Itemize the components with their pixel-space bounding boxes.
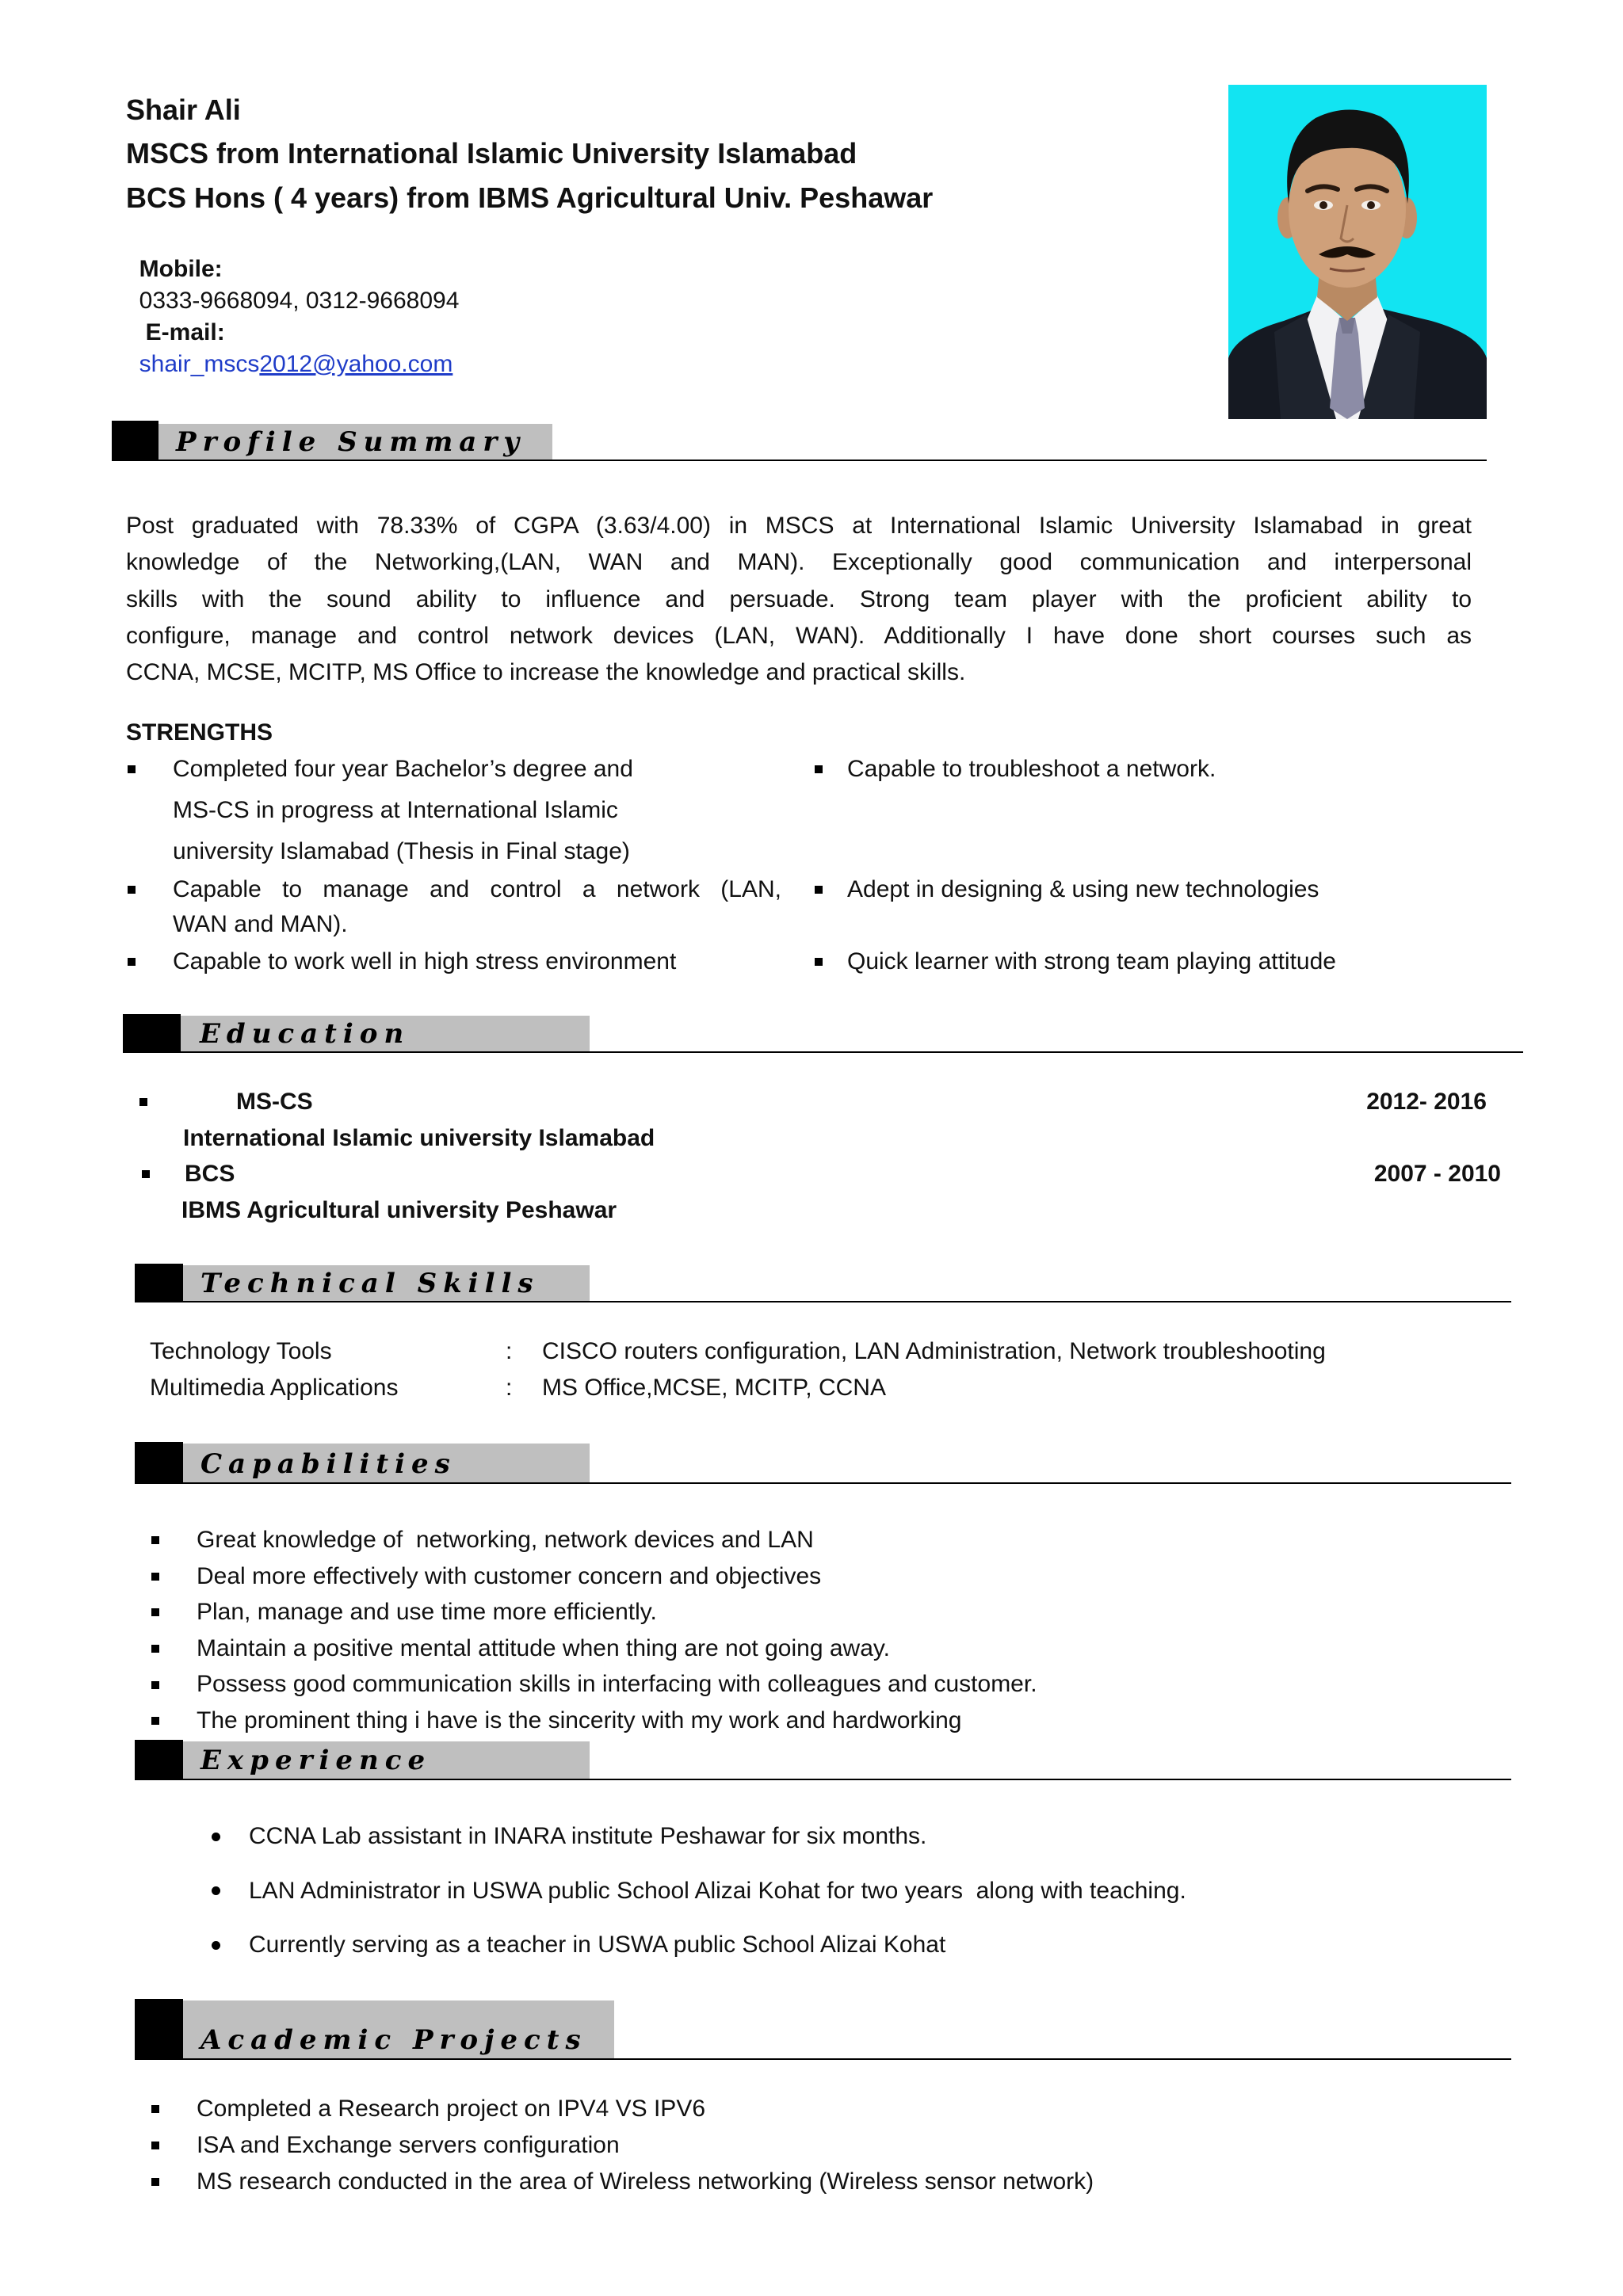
list-item: Plan, manage and use time more efficiently. xyxy=(197,1599,657,1626)
list-item: LAN Administrator in USWA public School Alizai Kohat for two years along with teaching. xyxy=(249,1877,1186,1904)
list-item: Currently serving as a teacher in USWA public School Alizai Kohat xyxy=(249,1932,946,1958)
skill-separator: : xyxy=(506,1338,513,1364)
square-bullet-icon xyxy=(139,1098,147,1106)
list-item: Completed a Research project on IPV4 VS IPV6 xyxy=(197,2096,706,2122)
square-bullet-icon xyxy=(142,1170,150,1178)
email-link[interactable] xyxy=(139,351,453,377)
capabilities-list xyxy=(197,1522,1037,1739)
list-item: Deal more effectively with customer concern and objectives xyxy=(197,1562,822,1589)
section-marker xyxy=(135,1740,183,1779)
round-bullet-icon xyxy=(212,1886,220,1895)
square-bullet-icon xyxy=(128,958,136,966)
section-marker xyxy=(123,1014,181,1052)
list-item: Possess good communication skills in interfacing with colleagues and customer. xyxy=(197,1671,1037,1698)
square-bullet-icon xyxy=(128,886,136,894)
summary-line: configure, manage and control network devices (LAN, WAN). Additionally I have done short courses such as xyxy=(126,622,1472,649)
section-title-education: Education xyxy=(200,1018,411,1050)
square-bullet-icon xyxy=(815,958,823,966)
strength-line: Capable to work well in high stress environment xyxy=(173,948,677,974)
profile-summary-paragraph xyxy=(126,508,1472,691)
email-label: E-mail: xyxy=(145,319,225,345)
strength-item: Adept in designing & using new technologies xyxy=(847,876,1319,902)
contact-line xyxy=(126,222,459,380)
section-marker xyxy=(135,1999,183,2059)
mobile-numbers: 0333-9668094, 0312-9668094 xyxy=(139,288,460,314)
list-item: MS research conducted in the area of Wireless networking (Wireless sensor network) xyxy=(197,2168,1094,2195)
summary-line: knowledge of the Networking,(LAN, WAN and MAN). Exceptionally good communication and interpersonal xyxy=(126,549,1472,576)
education-degree: BCS xyxy=(185,1161,235,1187)
square-bullet-icon xyxy=(815,886,823,894)
education-institution: International Islamic university Islamabad xyxy=(183,1125,655,1151)
summary-line: CCNA, MCSE, MCITP, MS Office to increase the knowledge and practical skills. xyxy=(126,659,966,686)
square-bullet-icon xyxy=(151,2105,159,2113)
section-title-capabilities: Capabilities xyxy=(200,1448,456,1480)
square-bullet-icon xyxy=(151,1608,159,1616)
square-bullet-icon xyxy=(151,1536,159,1544)
section-rule xyxy=(135,1482,1511,1484)
section-title-academic-projects: Academic Projects xyxy=(200,2024,587,2056)
section-rule xyxy=(112,460,1487,461)
qualification-bcs: BCS Hons ( 4 years) from IBMS Agricultural Univ. Peshawar xyxy=(126,181,934,214)
strength-line: WAN and MAN). xyxy=(173,911,348,937)
skill-label: Multimedia Applications xyxy=(150,1375,399,1401)
round-bullet-icon xyxy=(212,1833,220,1841)
education-institution: IBMS Agricultural university Peshawar xyxy=(181,1197,617,1223)
section-rule xyxy=(135,1779,1511,1780)
square-bullet-icon xyxy=(151,1717,159,1725)
qualification-mscs: MSCS from International Islamic University Islamabad xyxy=(126,137,857,170)
list-item: The prominent thing i have is the sincerity with my work and hardworking xyxy=(197,1707,962,1733)
section-rule xyxy=(135,1301,1511,1302)
round-bullet-icon xyxy=(212,1941,220,1950)
strengths-heading: STRENGTHS xyxy=(126,719,273,746)
list-item: ISA and Exchange servers configuration xyxy=(197,2132,620,2158)
strength-line: Completed four year Bachelor’s degree and xyxy=(173,756,633,782)
square-bullet-icon xyxy=(151,2178,159,2186)
section-marker xyxy=(135,1264,183,1302)
skill-value: MS Office,MCSE, MCITP, CCNA xyxy=(542,1375,886,1401)
strength-item xyxy=(173,946,676,978)
list-item: Maintain a positive mental attitude when thing are not going away. xyxy=(197,1634,890,1661)
education-years: 2012- 2016 xyxy=(1366,1089,1487,1115)
square-bullet-icon xyxy=(128,765,136,773)
square-bullet-icon xyxy=(151,2142,159,2149)
section-marker xyxy=(135,1442,183,1483)
strength-item: Quick learner with strong team playing attitude xyxy=(847,948,1336,974)
experience-list xyxy=(249,1810,1186,1973)
section-rule xyxy=(135,2058,1511,2060)
square-bullet-icon xyxy=(815,765,823,773)
square-bullet-icon xyxy=(151,1573,159,1581)
strength-line: MS-CS in progress at International Islamic xyxy=(173,797,618,823)
strength-line: university Islamabad (Thesis in Final stage) xyxy=(173,838,630,864)
square-bullet-icon xyxy=(151,1681,159,1689)
list-item: CCNA Lab assistant in INARA institute Peshawar for six months. xyxy=(249,1823,927,1849)
skill-label: Technology Tools xyxy=(150,1338,332,1364)
section-title-profile-summary: Profile Summary xyxy=(176,426,526,458)
email-plain: shair_mscs xyxy=(139,351,260,377)
section-title-technical-skills: Technical Skills xyxy=(200,1268,540,1299)
list-item: Great knowledge of networking, network devices and LAN xyxy=(197,1527,814,1553)
section-title-experience: Experience xyxy=(200,1745,432,1776)
summary-line: skills with the sound ability to influence and persuade. Strong team player with the proficient ability to xyxy=(126,585,1472,612)
skill-separator: : xyxy=(506,1375,513,1401)
academic-projects-list xyxy=(197,2091,1094,2200)
strength-item xyxy=(173,749,633,872)
profile-photo xyxy=(1228,85,1487,419)
square-bullet-icon xyxy=(151,1645,159,1653)
email-underlined: 2012@yahoo.com xyxy=(259,351,453,377)
strength-item xyxy=(173,872,781,942)
mobile-label: Mobile: xyxy=(139,256,223,282)
section-marker xyxy=(112,421,158,460)
strength-line: Capable to manage and control a network (LAN, xyxy=(173,876,781,902)
strength-item: Capable to troubleshoot a network. xyxy=(847,756,1216,782)
skill-value: CISCO routers configuration, LAN Administration, Network troubleshooting xyxy=(542,1338,1326,1364)
section-rule xyxy=(123,1051,1523,1053)
education-degree: MS-CS xyxy=(236,1089,313,1115)
education-years: 2007 - 2010 xyxy=(1373,1161,1501,1187)
summary-line: Post graduated with 78.33% of CGPA (3.63/4.00) in MSCS at International Islamic University Islamabad in great xyxy=(126,513,1472,539)
candidate-name: Shair Ali xyxy=(126,93,241,126)
